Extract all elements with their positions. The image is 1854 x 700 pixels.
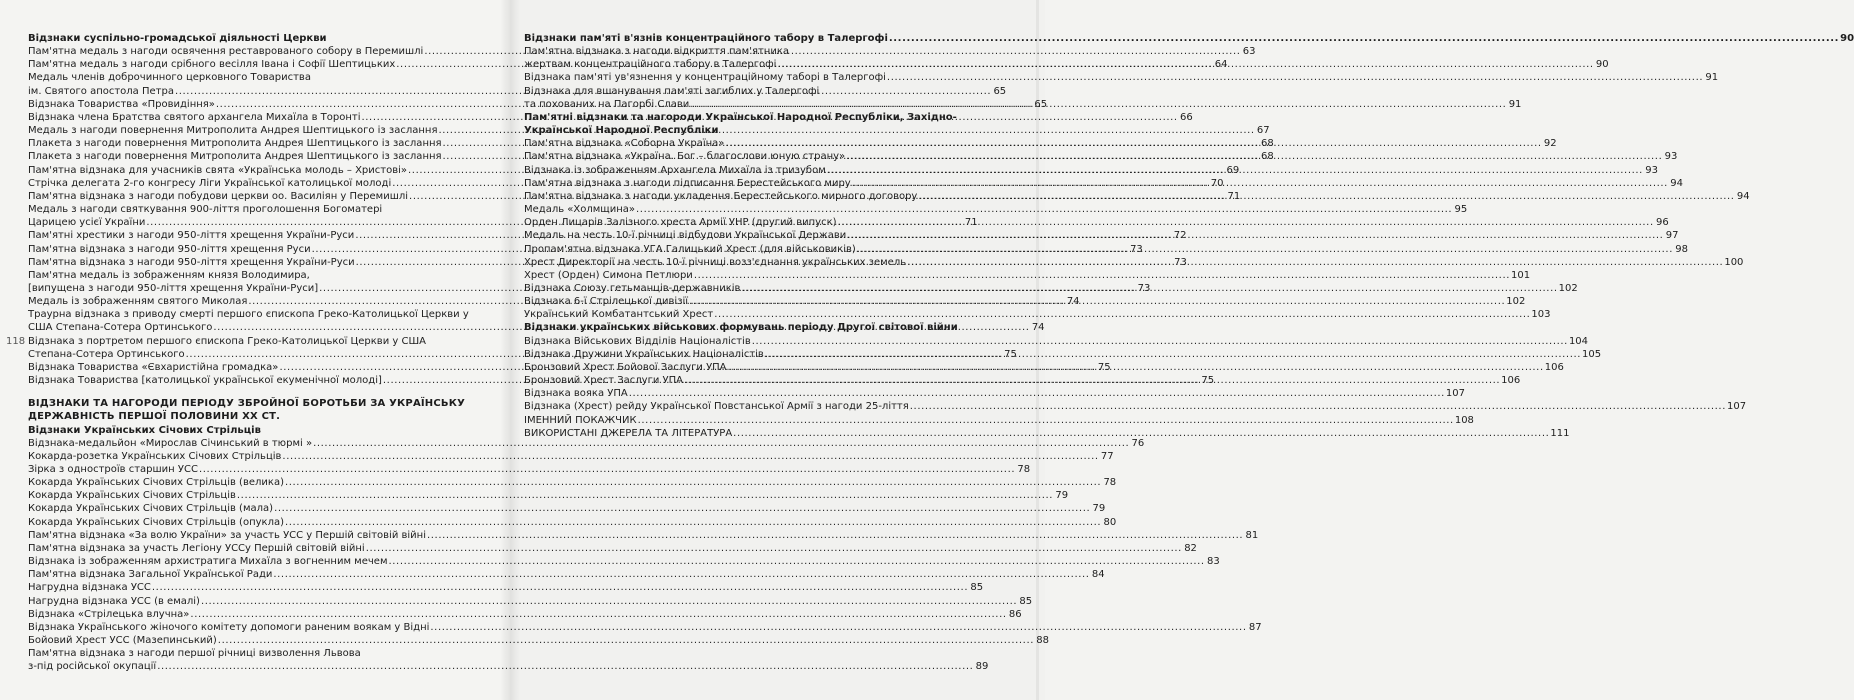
toc-entry-title: Царицею усієї України [28, 217, 146, 229]
toc-entry-title: США Степана-Сотера Ортинського [28, 322, 213, 334]
toc-entry-title: з-під російської окупації [28, 661, 157, 673]
toc-entry-title: Відзнака-медальйон «Мирослав Січинський в тюрмі » [28, 437, 313, 449]
toc-page-number: 87 [1248, 621, 1262, 633]
toc-entry-title: Відзнака із зображенням архистратига Михаїла з вогненним мечем [28, 556, 388, 568]
toc-entry [524, 427, 1570, 440]
dot-leader [857, 243, 1673, 256]
toc-entry-title: Медаль з нагоди святкування 900-ліття проголошення Богоматері [28, 204, 383, 216]
toc-entry-title: Медаль «Холмщина» [524, 204, 636, 216]
toc-entry-title: Нагрудна відзнака УСС (в емалі) [28, 595, 200, 607]
toc-entry-title: Пам'ятна відзнака з нагоди 950-ліття хрещення Руси [28, 243, 311, 255]
toc-page-number: 102 [1558, 282, 1578, 294]
dot-leader [847, 229, 1663, 242]
toc-page-number: 90 [1595, 59, 1609, 71]
dot-leader [152, 581, 968, 594]
toc-page-number: 93 [1645, 164, 1658, 176]
toc-entry-title: Кокарда Українських Січових Стрільців (велика) [28, 477, 284, 489]
toc-section-heading [524, 124, 986, 137]
toc-entry-title: Стрічка делегата 2-го конгресу Ліги Української католицької молоді [28, 177, 392, 189]
toc-entry [524, 216, 1669, 229]
toc-entry-title: ІМЕННИЙ ПОКАЖЧИК [524, 414, 637, 426]
dot-leader [887, 71, 1703, 84]
toc-entry-title: Український Комбатантський Хрест [524, 309, 714, 321]
dot-leader [752, 335, 1568, 348]
toc-page-number: 73 [1174, 256, 1187, 268]
dot-leader [733, 427, 1549, 440]
toc-entry-title: Відзнака для вшанування пам'яті загиблих у Талергофі [524, 85, 820, 97]
toc-page-number: 106 [1501, 375, 1521, 387]
toc-entry-title: Плакета з нагоди повернення Митрополита Андрея Шептицького із заслання [28, 138, 442, 150]
dot-leader [157, 660, 973, 673]
toc-page-number: 85 [1019, 595, 1033, 607]
toc-page-number: 106 [1544, 361, 1564, 373]
toc-entry-title: ВИКОРИСТАНІ ДЖЕРЕЛА ТА ЛІТЕРАТУРА [524, 427, 733, 439]
toc-entry-title: Відзнака 6-ї Стрілецької дивізії [524, 296, 689, 308]
toc-page-number: 79 [1092, 503, 1106, 515]
toc-entry [524, 71, 1719, 84]
toc-page-number: 77 [1100, 450, 1114, 462]
page-number: 118 [6, 336, 26, 347]
toc-page-number: 91 [1705, 72, 1719, 84]
dot-leader [684, 374, 1500, 387]
toc-entry-title: Медаль з нагоди повернення Митрополита Андрея Шептицького із заслання [28, 125, 438, 137]
dot-leader [910, 400, 1726, 413]
toc-entry [28, 203, 488, 216]
toc-entry [28, 595, 1033, 608]
toc-entry-title: Української Народної Республіки [524, 125, 719, 137]
toc-entry-title: Зірка з одностроїв старшин УСС [28, 464, 198, 475]
toc-entry [28, 529, 1259, 542]
dot-leader [741, 282, 1557, 295]
dot-leader [389, 555, 1205, 568]
toc-page-number: 76 [1131, 437, 1145, 449]
toc-entry [28, 634, 1049, 647]
dot-leader [427, 529, 1243, 542]
toc-entry-title: Відзнаки пам'яті в'язнів концентраційного табору в Талергофі [524, 33, 888, 44]
toc-entry-title: Відзнаки Українських Січових Стрільців [28, 424, 261, 436]
toc-entry [28, 542, 1197, 555]
toc-page-number: 75 [1097, 361, 1111, 373]
toc-entry-title: Пам'ятні відзнаки та нагороди Української Народної Республіки, Західно- [524, 111, 957, 123]
toc-entry-title: Відзнака Союзу гетьманців-державників [524, 282, 741, 294]
toc-entry [28, 269, 488, 282]
toc-page-number: 94 [1670, 177, 1683, 189]
dot-leader [827, 164, 1643, 177]
toc-page-number: 80 [1103, 516, 1117, 528]
dot-leader [430, 621, 1246, 634]
dot-leader [273, 568, 1089, 581]
toc-page-number: 78 [1103, 477, 1117, 489]
dot-leader [218, 634, 1034, 647]
dot-leader [190, 608, 1006, 621]
dot-leader [838, 216, 1654, 229]
toc-entry-title: Пам'ятна відзнака «Україна. Бог – благослови юную страну» [524, 151, 846, 163]
toc-entry-title: Пам'ятна відзнака «За волю України» за участь УСС у Першій світовій війні [28, 529, 426, 541]
toc-section-heading [524, 111, 986, 124]
toc-page-number: 104 [1568, 335, 1589, 347]
toc-entry-title: Відзнака із зображенням Архангела Михаїла із тризубом [524, 164, 826, 176]
toc-entry [524, 387, 1466, 400]
toc-entry [28, 463, 1031, 476]
toc-page-number: 107 [1726, 401, 1747, 413]
toc-entry [28, 660, 989, 673]
toc-entry-title: Степана-Сотера Ортинського [28, 348, 185, 360]
toc-page-number: 102 [1506, 296, 1526, 308]
toc-entry-title: Відзнака Товариства [католицької української екуменічної молоді] [28, 375, 382, 387]
toc-entry-title: Кокарда Українських Січових Стрільців (мала) [28, 503, 274, 515]
toc-entry-title: ім. Святого апостола Петра [28, 85, 174, 97]
toc-page-number: 66 [1179, 111, 1193, 123]
toc-entry-title: Кокарда Українських Січових Стрільців (опукла) [28, 516, 284, 528]
toc-entry-title: жертвам концентраційного табору в Талергофі [524, 59, 777, 71]
toc-page-number: 103 [1531, 309, 1551, 321]
toc-page-number: 84 [1091, 569, 1105, 581]
toc-entry-title: Пам'ятна медаль із зображенням князя Володимира, [28, 269, 310, 281]
toc-entry [28, 608, 1022, 621]
toc-page-number: 65 [1034, 98, 1048, 110]
toc-entry-title: Пам'ятна відзнака Загальної Української Ради [28, 569, 273, 581]
toc-entry [28, 437, 1145, 450]
toc-page-number: 81 [1245, 529, 1259, 541]
dot-leader [629, 387, 1445, 400]
dot-leader [714, 308, 1530, 321]
toc-page-number: 96 [1656, 217, 1669, 229]
dot-leader [201, 595, 1017, 608]
toc-entry-title: Пам'ятна відзнака «Соборна Україна» [524, 138, 725, 150]
dot-leader [889, 32, 1839, 45]
toc-entry-title: Пропам'ятна відзнака УГА Галицький Хрест (для військовиків) [524, 243, 856, 255]
toc-page-number: 105 [1582, 348, 1602, 360]
toc-page-number: 90 [1840, 33, 1854, 44]
toc-entry-title: Пам'ятні хрестики з нагоди 950-ліття хрещення України-Руси [28, 230, 355, 242]
toc-page-number: 108 [1454, 414, 1474, 426]
toc-entry-title: Відзнака «Стрілецька влучна» [28, 608, 190, 620]
dot-leader [638, 414, 1454, 427]
toc-page-number: 85 [970, 582, 984, 594]
toc-entry-title: ДЕРЖАВНІСТЬ ПЕРШОЇ ПОЛОВИНИ ХХ СТ. [28, 411, 281, 423]
toc-entry-title: Медаль на честь 10-ї річниці відбудови Української Держави [524, 230, 847, 242]
toc-entry-title: Відзнаки суспільно-громадської діяльності Церкви [28, 33, 327, 44]
toc-entry-title: Пам'ятна відзнака за участь Легіону УССу Першій світовій війні [28, 542, 365, 554]
toc-entry [28, 489, 1069, 502]
toc-entry-title: Відзнака Військових Відділів Націоналістів [524, 335, 751, 347]
toc-page-number: 74 [1031, 322, 1045, 334]
toc-page-number: 63 [1242, 46, 1256, 58]
toc-entry-title: Хрест (Орден) Симона Петлюри [524, 269, 693, 281]
toc-page-number: 67 [1256, 125, 1270, 137]
toc-entry-title: Пам'ятна відзнака з нагоди відкриття пам'ятника [524, 46, 789, 58]
toc-page-number: 69 [1226, 164, 1240, 176]
toc-entry-title: Бронзовий Хрест Заслуги УПА [524, 375, 683, 387]
toc-entry [524, 203, 1468, 216]
toc-entry [524, 308, 1551, 321]
section-spacer [28, 387, 488, 397]
toc-entry-title: Відзнака Товариства «Провидіння» [28, 98, 215, 110]
toc-entry [524, 400, 1747, 413]
toc-page-number: 71 [964, 217, 978, 229]
toc-entry-title: Відзнака Українського жіночого комітету допомоги раненим воякам у Відні [28, 621, 430, 633]
dot-leader [285, 476, 1101, 489]
toc-entry-title: Пам'ятна відзнака з нагоди укладення Берестейського мирного договору [524, 190, 918, 202]
toc-page-number: 75 [1004, 348, 1017, 360]
toc-entry [28, 581, 984, 594]
toc-entry [524, 335, 1589, 348]
toc-page-number: 65 [993, 85, 1007, 97]
toc-entry [28, 450, 1114, 463]
toc-entry-title: та похованих на Пагорбі Слави [524, 98, 690, 110]
dot-leader [728, 361, 1544, 374]
toc-page-number: 68 [1261, 138, 1274, 150]
toc-entry-title: Кокарда-розетка Українських Січових Стрільців [28, 450, 282, 462]
toc-entry-title: Пам'ятна відзнака з нагоди 950-ліття хрещення України-Руси [28, 256, 355, 268]
toc-page-number: 68 [1261, 151, 1274, 163]
toc-entry-title: Відзнака Дружини Українських Націоналістів [524, 348, 764, 360]
toc-entry-title: Відзнаки українських військових формувань періоду Другої світової війни [524, 322, 958, 334]
toc-section-heading [28, 32, 488, 45]
toc-page-number: 64 [1214, 59, 1228, 71]
toc-entry [28, 516, 1117, 529]
dot-leader [765, 348, 1581, 361]
dot-leader [636, 203, 1452, 216]
dot-leader [199, 463, 1015, 476]
toc-entry-title: Пам'ятна відзнака з нагоди першої річниці визволення Львова [28, 648, 361, 660]
toc-page-number: 71 [1227, 190, 1241, 202]
toc-entry [28, 621, 1262, 634]
toc-page-number: 94 [1736, 190, 1750, 202]
toc-entry-title: Медаль членів доброчинного церковного Товариства [28, 72, 311, 84]
toc-page-number: 97 [1665, 230, 1679, 242]
toc-page-number: 111 [1550, 427, 1570, 439]
toc-entry-title: Орден Лицарів Залізного хреста Армії УНР (другий випуск) [524, 217, 837, 229]
dot-leader [846, 150, 1662, 163]
toc-page-number: 79 [1055, 490, 1069, 502]
toc-entry-title: Пам'ятна медаль з нагоди срібного весілля Івана і Софії Шептицьких [28, 59, 396, 71]
toc-part-heading [28, 397, 488, 410]
dot-leader [694, 269, 1510, 282]
toc-entry-title: Пам'ятна відзнака для учасників свята «Українська молодь – Христові» [28, 164, 408, 176]
toc-page-number: 93 [1664, 151, 1678, 163]
toc-page-number: 73 [1137, 282, 1151, 294]
toc-section-heading [524, 321, 986, 334]
toc-section-heading [524, 32, 1854, 45]
toc-section-heading [28, 424, 488, 437]
dot-leader [366, 542, 1182, 555]
toc-entry-title: Відзнака Товариства «Євхаристійна громадка» [28, 361, 279, 373]
toc-entry-title: Відзнака з портретом першого єпископа Греко-Католицької Церкви у США [28, 335, 426, 347]
dot-leader [852, 177, 1668, 190]
toc-entry [28, 71, 488, 84]
dot-leader [282, 450, 1098, 463]
dot-leader [918, 190, 1734, 203]
toc-entry-title: Відзнака (Хрест) рейду Української Повстанської Армії з нагоди 25-ліття [524, 401, 909, 413]
toc-page-number: 100 [1724, 256, 1744, 268]
dot-leader [274, 502, 1090, 515]
toc-page-number: 72 [1173, 230, 1187, 242]
dot-leader [777, 58, 1593, 71]
toc-entry-title: Бронзовий Хрест Бойової Заслуги УПА [524, 361, 727, 373]
toc-page-number: 107 [1445, 388, 1466, 400]
toc-entry [28, 308, 488, 321]
toc-entry-title: Нагрудна відзнака УСС [28, 582, 151, 594]
toc-page-number: 88 [1036, 635, 1049, 647]
toc-entry-title: Плакета з нагоди повернення Митрополита Андрея Шептицького із заслання [28, 151, 442, 163]
toc-page-number: 91 [1508, 98, 1522, 110]
dot-leader [285, 516, 1101, 529]
toc-page-number: 74 [1066, 296, 1080, 308]
toc-page-number: 82 [1184, 542, 1197, 554]
toc-page-number: 95 [1454, 204, 1468, 216]
toc-entry [524, 269, 1531, 282]
dot-leader [725, 137, 1541, 150]
toc-entry [28, 502, 1106, 515]
toc-entry-title: Кокарда Українських Січових Стрільців [28, 490, 236, 502]
toc-page-number: 73 [1130, 243, 1143, 255]
toc-page-number: 78 [1017, 464, 1031, 475]
toc-entry [524, 85, 986, 98]
toc-entry-title: Медаль із зображенням святого Миколая [28, 296, 248, 308]
toc-entry-title: [випущена з нагоди 950-ліття хрещення України-Руси] [28, 282, 319, 294]
toc-entry [28, 476, 1117, 489]
toc-page-number: 70 [1210, 177, 1224, 189]
toc-entry [524, 45, 986, 58]
toc-page-number: 75 [1201, 375, 1215, 387]
dot-leader [690, 98, 1506, 111]
toc-page-number: 89 [975, 661, 989, 673]
toc-entry-title: Траурна відзнака з приводу смерті першого єпископа Греко-Католицької Церкви у [28, 309, 469, 321]
toc-entry-title: Відзнака члена Братства святого архангела Михаїла в Торонті [28, 111, 361, 123]
dot-leader [237, 489, 1053, 502]
toc-entry [28, 647, 488, 660]
toc-entry-title: Відзнака пам'яті ув'язнення у концентраційному таборі в Талергофі [524, 72, 886, 84]
toc-entry-title: Відзнака вояка УПА [524, 388, 628, 400]
toc-entry [28, 568, 1105, 581]
toc-entry [28, 555, 1220, 568]
toc-entry-title: Пам'ятна відзнака з нагоди побудови церкви оо. Василіян у Перемишлі [28, 190, 409, 202]
toc-page-number: 101 [1511, 269, 1531, 281]
toc-entry [524, 414, 1474, 427]
dot-leader [689, 295, 1505, 308]
dot-leader [907, 256, 1723, 269]
toc-entry-title: Хрест Директорії на честь 10-ї річниці возз'єднання українських земель [524, 256, 907, 268]
toc-part-heading [28, 410, 488, 423]
toc-page-number: 92 [1543, 138, 1557, 150]
toc-entry-title: Пам'ятна медаль з нагоди освячення реставрованого собору в Перемишлі [28, 46, 424, 58]
toc-entry [28, 335, 488, 348]
toc-entry-title: Пам'ятна відзнака з нагоди підписання Берестейського миру [524, 177, 851, 189]
toc-entry-title: ВІДЗНАКИ ТА НАГОРОДИ ПЕРІОДУ ЗБРОЙНОЇ БОРОТЬБИ ЗА УКРАЇНСЬКУ [28, 398, 466, 410]
toc-page-number: 83 [1206, 556, 1220, 568]
toc-entry-title: Бойовий Хрест УСС (Мазепинський) [28, 635, 217, 647]
toc-page-number: 86 [1008, 608, 1022, 620]
toc-page-number: 98 [1675, 243, 1688, 255]
